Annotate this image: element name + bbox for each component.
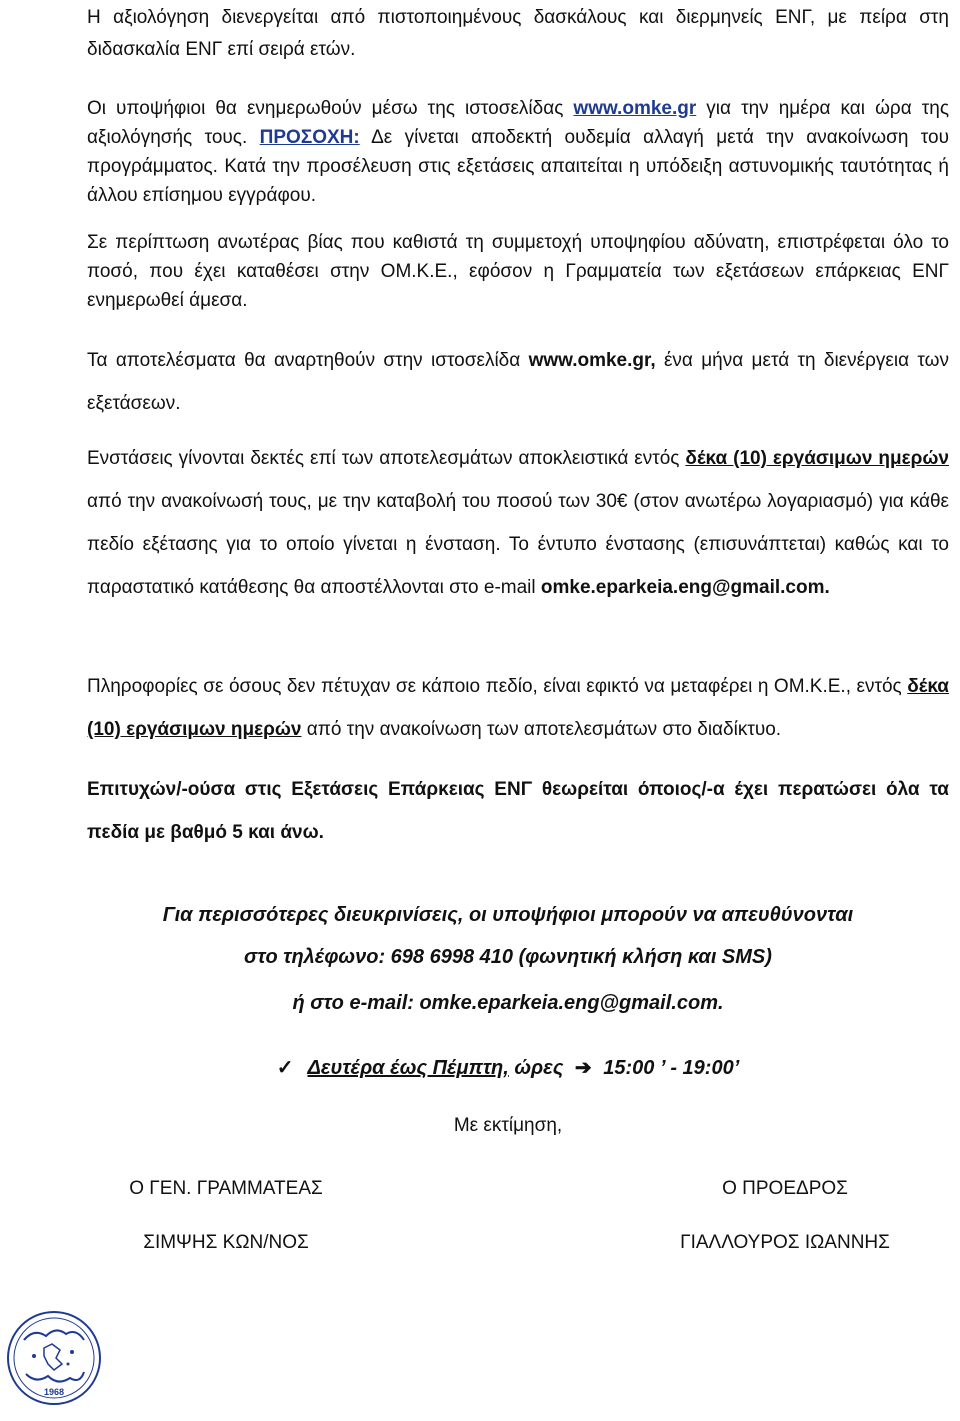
force-majeure-paragraph: Σε περίπτωση ανωτέρας βίας που καθιστά τη συμμετοχή υποψηφίου αδύνατη, επιστρέφεται όλο το ποσό, που έχει καταθέσει στην ΟΜ.Κ.Ε., εφόσον η Γραμματεία των εξετάσεων επάρκειας ΕΝΓ ενημερωθεί άμεσα. (87, 232, 949, 311)
svg-text:1968: 1968 (43, 1387, 65, 1397)
secretary-title: Ο ΓΕΝ. ΓΡΑΜΜΑΤΕΑΣ (129, 1178, 323, 1199)
contact-line-1: Για περισσότερες διευκρινίσεις, οι υποψήφιοι μπορούν να απευθύνονται (162, 904, 854, 926)
arrow-right-icon: ➔ (574, 1057, 592, 1079)
check-icon: ✓ (276, 1057, 294, 1079)
objections-email[interactable]: omke.eparkeia.eng@gmail.com. (540, 577, 830, 598)
evaluation-paragraph: Η αξιολόγηση διενεργείται από πιστοποιημένους δασκάλους και διερμηνείς ΕΝΓ, με πείρα στη διδασκαλία ΕΝΓ επί σειρά ετών. (87, 7, 949, 60)
president-title: Ο ΠΡΟΕΔΡΟΣ (722, 1178, 848, 1199)
ten-working-days-emphasis: δέκα (10) εργάσιμων ημερών (685, 448, 949, 469)
attention-label: ΠΡΟΣΟΧΗ: (259, 127, 360, 148)
office-hours-line: ✓ Δευτέρα έως Πέμπτη, ώρες ➔ 15:00 ’ - 19:00’ (276, 1057, 740, 1079)
results-website-link[interactable]: www.omke.gr, (528, 350, 656, 371)
organization-logo (4, 1278, 104, 1421)
success-criteria-paragraph: Επιτυχών/-ούσα στις Εξετάσεις Επάρκειας ΕΝΓ θεωρείται όποιος/-α έχει περατώσει όλα τα πεδία με βαθμό 5 και άνω. (87, 779, 949, 843)
contact-email-line: ή στο e-mail: omke.eparkeia.eng@gmail.com. (292, 992, 724, 1014)
objections-paragraph: Ενστάσεις γίνονται δεκτές επί των αποτελεσμάτων αποκλειστικά εντός δέκα (10) εργάσιμων ημερών από την ανακοίνωσή τους, με την καταβολή του ποσού των 30€ (στον ανωτέρω λογαριασμό) για κάθε πεδίο εξέτασης για το οποίο γίνεται η ένσταση. Το έντυπο ένστασης (επισυνάπτεται) καθώς και το παραστατικό κατάθεσης θα αποστέλλονται στο e-mail omke.eparkeia.eng@gmail.com. (87, 448, 949, 598)
omke-website-link[interactable]: www.omke.gr (573, 98, 697, 119)
ten-working-days-emphasis-2: δέκα (10) εργάσιμων ημερών (87, 676, 949, 740)
transfer-info-paragraph: Πληροφορίες σε όσους δεν πέτυχαν σε κάποιο πεδίο, είναι εφικτό να μεταφέρει η ΟΜ.Κ.Ε., εντός δέκα (10) εργάσιμων ημερών από την ανακοίνωση των αποτελεσμάτων στο διαδίκτυο. (87, 676, 949, 740)
contact-phone-line: στο τηλέφωνο: 698 6998 410 (φωνητική κλήση και SMS) (244, 946, 772, 968)
secretary-name: ΣΙΜΨΗΣ ΚΩΝ/ΝΟΣ (143, 1232, 309, 1253)
closing-remark: Με εκτίμηση, (453, 1115, 563, 1136)
results-paragraph: Τα αποτελέσματα θα αναρτηθούν στην ιστοσελίδα www.omke.gr, ένα μήνα μετά τη διενέργεια των εξετάσεων. (87, 350, 949, 414)
notification-paragraph: Οι υποψήφιοι θα ενημερωθούν μέσω της ιστοσελίδας www.omke.gr για την ημέρα και ώρα της αξιολόγησής τους. ΠΡΟΣΟΧΗ: Δε γίνεται αποδεκτή ουδεμία αλλαγή μετά την ανακοίνωση του προγράμματος. Κατά την προσέλευση στις εξετάσεις απαιτείται η υπόδειξη αστυνομικής ταυτότητας ή άλλου επίσημου εγγράφου. (87, 98, 949, 206)
president-name: ΓΙΑΛΛΟΥΡΟΣ ΙΩΑΝΝΗΣ (680, 1232, 890, 1253)
